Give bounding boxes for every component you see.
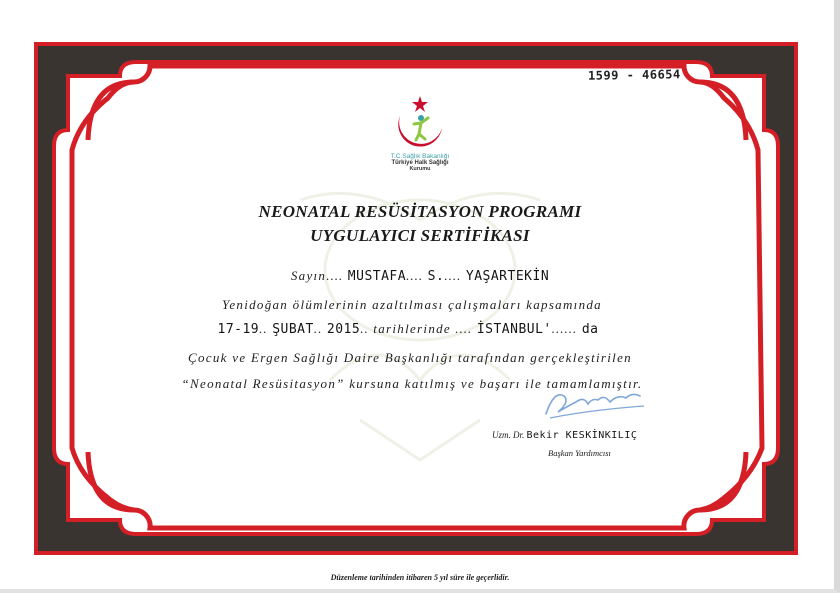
- logo-ministry-text: T.C.Sağlık Bakanlığı: [390, 153, 450, 160]
- crescent-star-icon: [388, 92, 452, 152]
- signatory-name-line: [492, 430, 637, 441]
- date-month: ŞUBAT: [272, 322, 314, 337]
- registration-number: 1599 - 46654: [587, 67, 681, 83]
- recipient-last-name: YAŞARTEKİN: [465, 269, 550, 284]
- location-suffix: da: [581, 322, 599, 337]
- logo-institution-line1: Türkiye Halk Sağlığı: [391, 160, 449, 166]
- location: İSTANBUL': [476, 322, 552, 337]
- body-line3: Çocuk ve Ergen Sağlığı Daire Başkanlığı tarafından gerçekleştirilen: [188, 350, 632, 365]
- figure-body-icon: [414, 118, 428, 140]
- recipient-middle-initial: S.: [427, 269, 445, 284]
- certificate-title-line1: NEONATAL RESÜSİTASYON PROGRAMI: [258, 202, 582, 221]
- date-days: 17-19: [217, 322, 260, 337]
- date-location-line: 17-19.. ŞUBAT.. 2015.. tarihlerinde .... İSTANBUL'...... da: [217, 321, 599, 337]
- star-icon: [412, 96, 428, 112]
- signatory-role: Başkan Yardımcısı: [548, 448, 611, 458]
- signature-icon: [540, 384, 650, 424]
- dates-suffix: tarihlerinde: [373, 321, 451, 336]
- date-year: 2015: [326, 322, 361, 337]
- body-line4: “Neonatal Resüsitasyon” kursuna katılmış ve başarı ile tamamlamıştır.: [181, 376, 643, 391]
- logo-institution-line2: Kurumu: [409, 166, 431, 172]
- body-line1: Yenidoğan ölümlerinin azaltılması çalışmaları kapsamında: [221, 297, 602, 312]
- signatory-title-prefix: Uzm. Dr.: [492, 430, 525, 440]
- recipient-first-name: MUSTAFA: [347, 269, 407, 284]
- salutation: Sayın: [290, 268, 327, 283]
- signatory-name: Bekir KESKİNKILIÇ: [526, 430, 638, 441]
- ministry-logo: [370, 92, 470, 172]
- recipient-line: Sayın.... MUSTAFA.... S..... YAŞARTEKİN: [290, 268, 550, 284]
- certificate-title-line2: UYGULAYICI SERTİFİKASI: [310, 226, 530, 245]
- validity-note: Düzenleme tarihinden itibaren 5 yıl süre ile geçerlidir.: [330, 573, 510, 582]
